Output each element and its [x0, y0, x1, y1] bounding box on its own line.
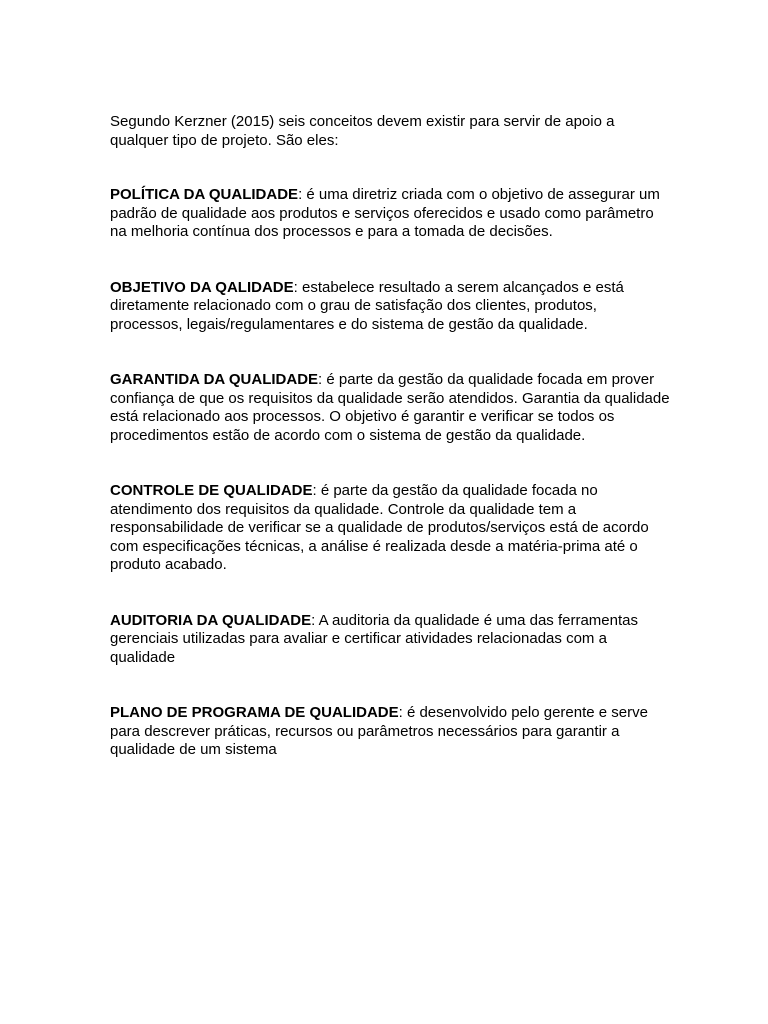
section-term: AUDITORIA DA QUALIDADE: [110, 611, 312, 629]
section-controle-de-qualidade: [110, 482, 670, 575]
section-politica-da-qualidade: [110, 186, 670, 242]
section-text: : é parte da gestão da qualidade focada no atendimento dos requisitos da qualidade. Controle da qualidade tem a responsabilidade de verificar se a qualidade de produtos/serviços está de acordo com especificações técnicas, a análise é realizada desde a matéria-prima até o produto acabado.: [110, 482, 649, 573]
section-term: CONTROLE DE QUALIDADE: [110, 482, 313, 499]
section-text: : estabelece resultado a serem alcançados e está diretamente relacionado com o grau de satisfação dos clientes, produtos, processos, legais/regulamentares e do sistema de gestão da qualidade.: [110, 278, 624, 333]
section-auditoria-da-qualidade: [110, 612, 670, 668]
section-term: GARANTIDA DA QUALIDADE: [110, 371, 319, 388]
section-text: : é parte da gestão da qualidade focada em prover confiança de que os requisitos da qualidade serão atendidos. Garantia da qualidade está relacionado aos processos. O objetivo é garantir e verificar se todos os procedimentos estão de acordo com o sistema de gestão da qualidade.: [110, 371, 670, 444]
section-text: : é uma diretriz criada com o objetivo de assegurar um padrão de qualidade aos produtos e serviços oferecidos e usado como parâmetro na melhoria contínua dos processos e para a tomada de decisões.: [110, 186, 660, 240]
section-objetivo-da-qualidade: [110, 279, 670, 335]
section-term: OBJETIVO DA QALIDADE: [110, 278, 294, 296]
document-body: [110, 113, 670, 797]
section-term: PLANO DE PROGRAMA DE QUALIDADE: [110, 704, 399, 721]
section-text: : é desenvolvido pelo gerente e serve para descrever práticas, recursos ou parâmetros necessários para garantir a qualidade de um sistema: [110, 704, 648, 758]
section-text: : A auditoria da qualidade é uma das ferramentas gerenciais utilizadas para avaliar e certificar atividades relacionadas com a qualidade: [110, 611, 638, 666]
section-garantia-da-qualidade: [110, 371, 670, 445]
section-plano-de-programa-de-qualidade: [110, 704, 670, 760]
section-term: POLÍTICA DA QUALIDADE: [110, 186, 299, 203]
intro-paragraph: Segundo Kerzner (2015) seis conceitos devem existir para servir de apoio a qualquer tipo de projeto. São eles:: [110, 113, 615, 149]
